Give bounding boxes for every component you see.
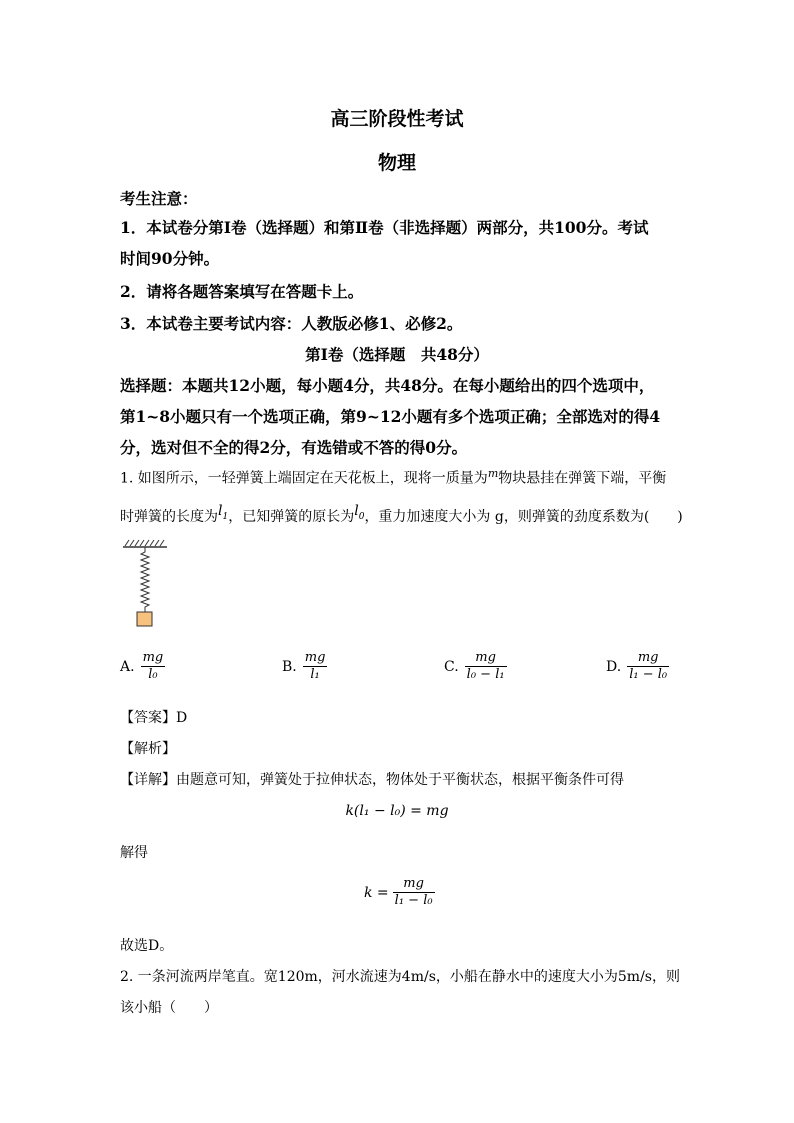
subject-title: 物理 — [377, 152, 416, 174]
option-b-numerator: mg — [304, 650, 326, 665]
option-a-numerator: mg — [142, 650, 164, 665]
equation-result-denominator: l₁ − l₀ — [394, 893, 433, 908]
q1-line-2-part-a: 时弹簧的长度为 — [120, 509, 218, 525]
option-c-fraction — [465, 650, 507, 683]
q1-mass-symbol: m — [487, 467, 499, 480]
q1-line-1-part-a: 1. 如图所示，一轻弹簧上端固定在天花板上，现将一质量为 — [120, 470, 488, 487]
option-a-label: A. — [120, 658, 135, 675]
q1-detail: 【详解】由题意可知，弹簧处于拉伸状态，物体处于平衡状态，根据平衡条件可得 — [120, 772, 624, 788]
q2-line-1: 2. 一条河流两岸笔直。宽120m，河水流速为4m/s，小船在静水中的速度大小为5m/s，则 — [120, 969, 680, 985]
notice-item-1-line-2: 时间90分钟。 — [120, 249, 220, 268]
ceiling-icon — [123, 540, 167, 547]
option-a-fraction — [141, 650, 166, 683]
equation-result-lhs: k = — [364, 884, 389, 901]
q1-line-2 — [120, 503, 683, 528]
option-c-label: C. — [444, 658, 459, 675]
option-d-label: D. — [606, 658, 622, 675]
option-d-numerator: mg — [637, 650, 659, 665]
equation-result-fraction — [393, 876, 435, 909]
option-a-denominator: l₀ — [148, 667, 158, 682]
option-c-denominator: l₀ − l₁ — [466, 667, 505, 682]
symbol-l1: $l_1$ — [218, 503, 229, 522]
notice-item-2: 2．请将各题答案填写在答题卡上。 — [120, 282, 364, 301]
option-d-denominator: l₁ − l₀ — [629, 667, 668, 682]
section-heading: 第Ⅰ卷（选择题 共48分） — [305, 345, 489, 364]
q1-option-b[interactable] — [282, 650, 327, 683]
equation-result-numerator: mg — [403, 876, 424, 891]
instructions-line-3: 分，选对但不全的得2分，有选错或不答的得0分。 — [120, 438, 468, 457]
q1-line-1 — [120, 467, 666, 488]
q1-line-2-part-c: ，重力加速度大小为 g，则弹簧的劲度系数为( ) — [364, 509, 683, 525]
q1-solve-label: 解得 — [120, 845, 148, 861]
equation-result — [364, 876, 435, 909]
symbol-l0: $l_0$ — [354, 503, 365, 522]
option-d-fraction — [627, 650, 669, 683]
notice-item-3: 3．本试卷主要考试内容：人教版必修1、必修2。 — [120, 314, 463, 333]
option-c-numerator: mg — [475, 650, 496, 665]
option-b-fraction — [303, 650, 328, 683]
notice-item-1-line-1: 1．本试卷分第Ⅰ卷（选择题）和第Ⅱ卷（非选择题）两部分，共100分。考试 — [120, 218, 649, 237]
instructions-line-2: 第1~8小题只有一个选项正确，第9~12小题有多个选项正确；全部选对的得4 — [120, 407, 661, 426]
spring-icon — [141, 547, 149, 612]
q1-option-a[interactable] — [120, 650, 165, 683]
q1-line-1-part-b: 物块悬挂在弹簧下端，平衡 — [498, 470, 667, 487]
spring-diagram — [120, 538, 170, 630]
exam-title: 高三阶段性考试 — [330, 108, 464, 130]
notice-heading: 考生注意： — [120, 189, 198, 208]
block-icon — [137, 612, 152, 626]
q1-option-d[interactable] — [606, 650, 669, 683]
option-b-label: B. — [282, 658, 297, 675]
q1-conclusion: 故选D。 — [120, 938, 174, 954]
q1-line-2-part-b: ，已知弹簧的原长为 — [228, 509, 355, 525]
q1-answer: 【答案】D — [120, 710, 188, 726]
equation-equilibrium: k(l₁ − l₀) = mg — [345, 803, 449, 819]
q2-line-2: 该小船（ ） — [120, 1000, 218, 1016]
q1-option-c[interactable] — [444, 650, 507, 683]
option-b-denominator: l₁ — [310, 667, 320, 682]
q1-analysis-label: 【解析】 — [120, 741, 176, 757]
instructions-line-1: 选择题：本题共12小题，每小题4分，共48分。在每小题给出的四个选项中， — [120, 376, 655, 395]
